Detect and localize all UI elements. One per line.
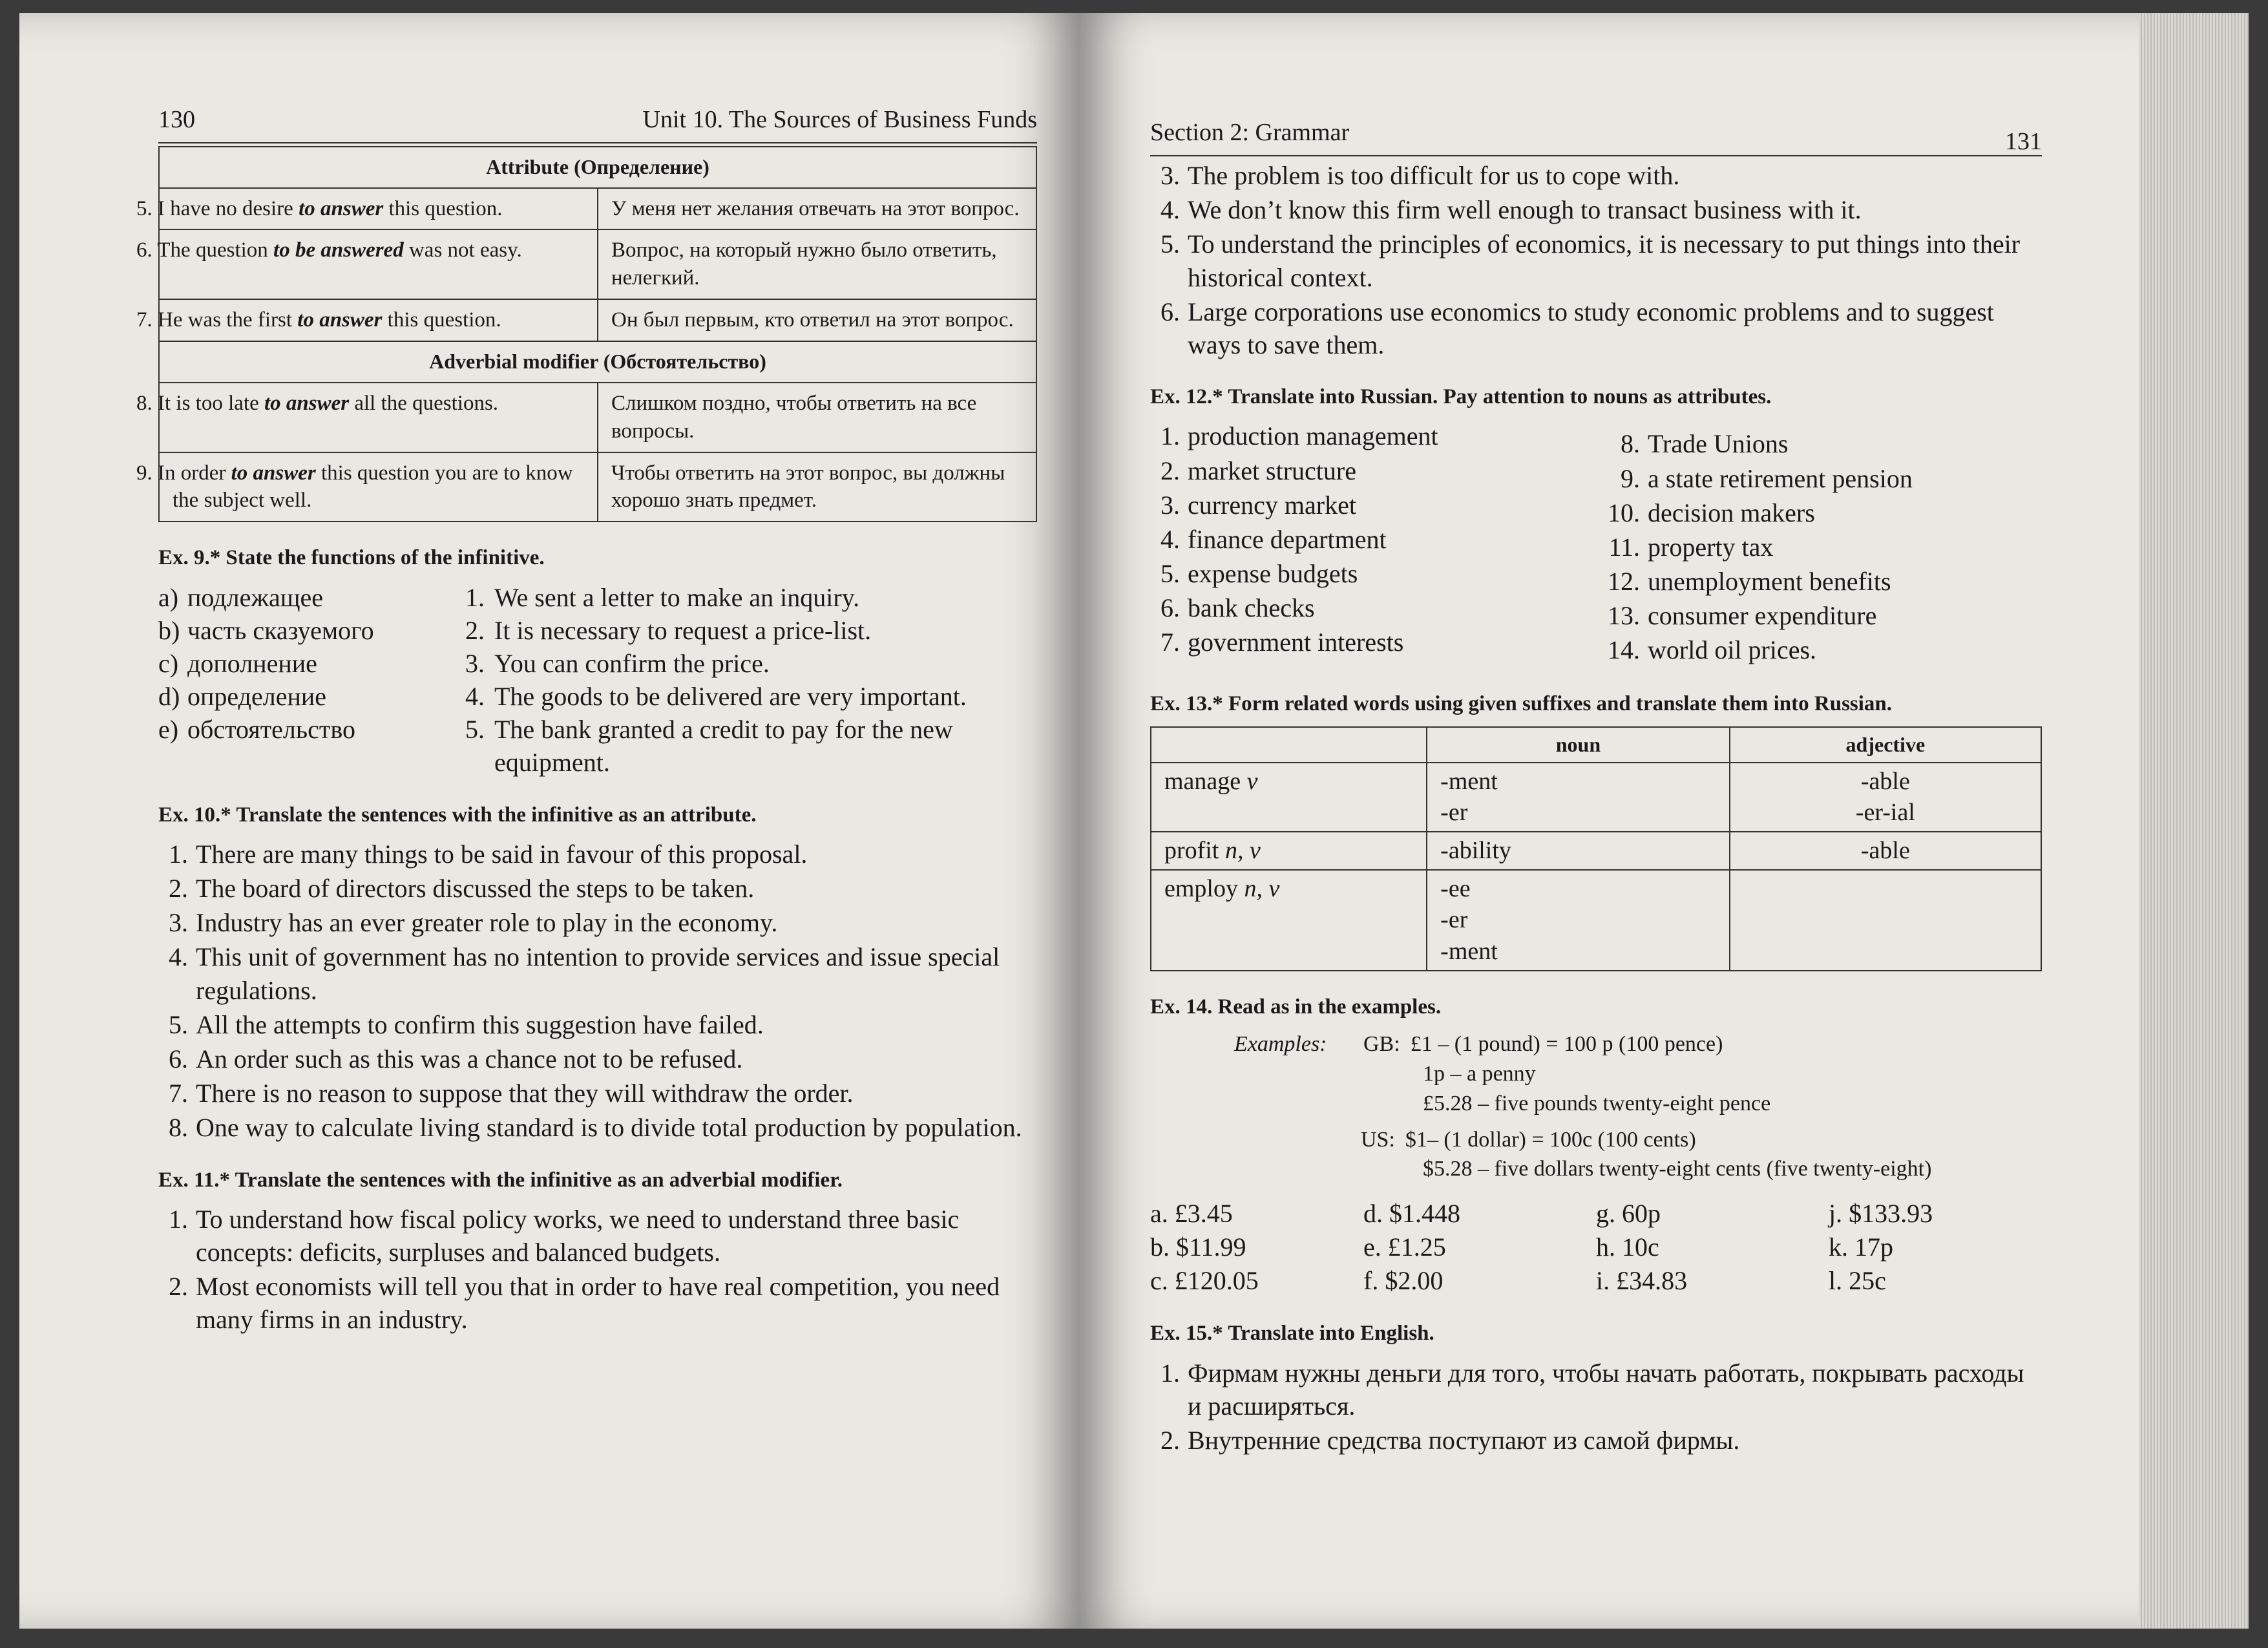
list-item: 4. The goods to be delivered are very important. — [465, 682, 967, 712]
english-cell: 9. In order to answer this question you are to know the subject well. — [159, 452, 598, 522]
exercise-title: Ex. 14. Read as in the examples. — [1150, 995, 1442, 1019]
english-cell: 8. It is too late to answer all the questions. — [159, 383, 598, 452]
table-row — [159, 229, 1036, 299]
list-item: 1. There are many things to be said in favour of this proposal. — [169, 839, 808, 869]
us-label: US: — [1361, 1127, 1395, 1152]
list-item: 1. production management — [1160, 421, 1438, 451]
noun-list-right — [1596, 419, 2042, 668]
russian-cell: Слишком поздно, чтобы ответить на все вопросы. — [598, 383, 1036, 452]
list-item: 2. It is necessary to request a price-list. — [465, 615, 872, 645]
list-item: e) обстоятельство — [158, 715, 355, 745]
list-item: 8. One way to calculate living standard is to divide total production by population. — [169, 1113, 1022, 1143]
list-item: 2. Most economists will tell you that in order to have real competition, you need many firms in an industry. — [169, 1272, 1000, 1335]
amount-grid — [1150, 1197, 2042, 1298]
table-row — [159, 188, 1036, 230]
exercise-15 — [1150, 1357, 2042, 1457]
list-item: 3. The problem is too difficult for us to cope with. — [1160, 161, 1680, 190]
english-cell: 5. I have no desire to answer this question. — [159, 188, 598, 230]
example-line: 1p – a penny — [1423, 1061, 1536, 1086]
list-item: 4. finance department — [1160, 524, 1387, 554]
gb-label: GB: — [1363, 1031, 1400, 1056]
exercise-title: Ex. 10.* Translate the sentences with the infinitive as an attribute. — [158, 803, 757, 827]
exercise-10 — [158, 838, 1037, 1145]
list-item: l. 25c — [1829, 1266, 1886, 1296]
list-item: 5. The bank granted a credit to pay for the new equipment. — [465, 715, 953, 777]
adjective-suffix-cell: -able — [1730, 832, 2041, 870]
noun-suffix-cell: -ability — [1427, 832, 1730, 870]
list-item: 6. bank checks — [1160, 593, 1315, 623]
page-edges — [2139, 13, 2249, 1629]
russian-cell: У меня нет желания отвечать на этот вопрос. — [598, 188, 1036, 230]
adjective-suffix-cell — [1730, 870, 2041, 971]
left-header — [158, 97, 1037, 143]
exercise-title: Ex. 11.* Translate the sentences with the infinitive as an adverbial modifier. — [158, 1168, 843, 1192]
example-line: £1 – (1 pound) = 100 p (100 pence) — [1410, 1031, 1723, 1056]
list-item: 7. There is no reason to suppose that they will withdraw the order. — [169, 1079, 854, 1108]
table-row — [159, 383, 1036, 452]
list-item: 2. Внутренние средства поступают из самой фирмы. — [1160, 1425, 1740, 1455]
function-list — [158, 581, 465, 779]
list-item: 5. All the attempts to confirm this suggestion have failed. — [169, 1009, 764, 1039]
exercise-9 — [158, 581, 1037, 779]
list-item: j. $133.93 — [1829, 1199, 1933, 1229]
exercise-11-continued — [1150, 159, 2042, 361]
table-row — [1151, 870, 2041, 971]
table-section-header: Adverbial modifier (Обстоятельство) — [159, 341, 1036, 383]
noun-list-left — [1150, 419, 1596, 668]
infinitive-function-table — [136, 146, 1037, 522]
currency-examples — [1234, 1030, 2042, 1184]
word-cell: manage v — [1151, 763, 1427, 832]
table-row — [159, 299, 1036, 341]
running-title: Unit 10. The Sources of Business Funds — [642, 106, 1037, 134]
list-item: 11. property tax — [1608, 532, 1774, 562]
list-item: 5. To understand the principles of economics, it is necessary to put things into their historical context. — [1160, 229, 2021, 292]
example-line: £5.28 – five pounds twenty-eight pence — [1423, 1091, 1771, 1115]
page-number: 130 — [158, 106, 195, 134]
table-section-header: Attribute (Определение) — [159, 147, 1036, 188]
exercise-title: Ex. 15.* Translate into English. — [1150, 1322, 1434, 1346]
exercise-title: Ex. 12.* Translate into Russian. Pay attention to nouns as attributes. — [1150, 385, 1772, 409]
list-item: 9. a state retirement pension — [1621, 463, 1913, 493]
list-item: h. 10c — [1596, 1232, 1659, 1262]
list-item: a. £3.45 — [1150, 1199, 1233, 1229]
list-item: 5. expense budgets — [1160, 559, 1358, 589]
list-item: k. 17p — [1829, 1232, 1893, 1262]
list-item: c) дополнение — [158, 648, 317, 678]
word-cell: employ n, v — [1151, 870, 1427, 971]
list-item: c. £120.05 — [1150, 1266, 1259, 1296]
russian-cell: Он был первым, кто ответил на этот вопрос. — [598, 299, 1036, 341]
list-item: f. $2.00 — [1363, 1266, 1444, 1296]
exercise-12 — [1150, 419, 2042, 668]
exercise-title: Ex. 13.* Form related words using given suffixes and translate them into Russian. — [1150, 692, 1893, 715]
list-item: 8. Trade Unions — [1621, 429, 1789, 459]
table-row — [159, 452, 1036, 522]
table-row — [1151, 763, 2041, 832]
list-item: 1. To understand how fiscal policy works, we need to understand three basic concepts: deficits, surpluses and balanced budgets. — [169, 1204, 960, 1267]
list-item: 10. decision makers — [1608, 498, 1815, 527]
table-header: adjective — [1730, 727, 2041, 763]
exercise-11 — [158, 1203, 1037, 1336]
list-item: 3. You can confirm the price. — [465, 648, 770, 678]
list-item: 4. This unit of government has no intention to provide services and issue special regulations. — [169, 942, 1000, 1005]
word-cell: profit n, v — [1151, 832, 1427, 870]
noun-suffix-cell: -ment -er — [1427, 763, 1730, 832]
list-item: 6. An order such as this was a chance not to be refused. — [169, 1044, 743, 1074]
list-item: 4. We don’t know this firm well enough to transact business with it. — [1160, 195, 1862, 225]
english-cell: 7. He was the first to answer this question. — [159, 299, 598, 341]
running-title: Section 2: Grammar — [1150, 119, 1350, 147]
list-item: b) часть сказуемого — [158, 615, 374, 645]
list-item: 3. currency market — [1160, 490, 1356, 520]
list-item: 6. Large corporations use economics to study economic problems and to suggest ways to save them. — [1160, 297, 1994, 359]
suffix-table — [1150, 726, 2042, 971]
russian-cell: Вопрос, на который нужно было ответить, нелегкий. — [598, 229, 1036, 299]
adjective-suffix-cell: -able -er-ial — [1730, 763, 2041, 832]
sentence-list — [465, 581, 1037, 779]
table-header — [1151, 727, 1427, 763]
table-row — [1151, 832, 2041, 870]
table-header: noun — [1427, 727, 1730, 763]
russian-cell: Чтобы ответить на этот вопрос, вы должны хорошо знать предмет. — [598, 452, 1036, 522]
exercise-title: Ex. 9.* State the functions of the infinitive. — [158, 546, 545, 570]
list-item: 7. government interests — [1160, 628, 1404, 657]
list-item: 1. Фирмам нужны деньги для того, чтобы начать работать, покрывать расходы и расширяться. — [1160, 1358, 2024, 1421]
example-line: $5.28 – five dollars twenty-eight cents (five twenty-eight) — [1423, 1157, 1932, 1181]
list-item: d. $1.448 — [1363, 1199, 1460, 1229]
list-item: 1. We sent a letter to make an inquiry. — [465, 582, 860, 612]
left-page — [19, 13, 1079, 1629]
list-item: 13. consumer expenditure — [1608, 601, 1877, 631]
right-page — [1079, 13, 2139, 1629]
list-item: g. 60p — [1596, 1199, 1661, 1229]
list-item: 3. Industry has an ever greater role to play in the economy. — [169, 908, 778, 938]
examples-label: Examples: — [1234, 1031, 1327, 1056]
list-item: a) подлежащее — [158, 582, 324, 612]
noun-suffix-cell: -ee -er -ment — [1427, 870, 1730, 971]
page-number: 131 — [2005, 128, 2042, 156]
list-item: d) определение — [158, 682, 327, 712]
list-item: 12. unemployment benefits — [1608, 567, 1891, 597]
list-item: b. $11.99 — [1150, 1232, 1246, 1262]
list-item: 14. world oil prices. — [1608, 635, 1817, 665]
list-item: 2. market structure — [1160, 456, 1356, 485]
list-item: i. £34.83 — [1596, 1266, 1688, 1296]
list-item: e. £1.25 — [1363, 1232, 1446, 1262]
right-header — [1150, 110, 2042, 156]
list-item: 2. The board of directors discussed the steps to be taken. — [169, 874, 755, 903]
example-line: $1– (1 dollar) = 100c (100 cents) — [1405, 1127, 1696, 1152]
english-cell: 6. The question to be answered was not easy. — [159, 229, 598, 299]
